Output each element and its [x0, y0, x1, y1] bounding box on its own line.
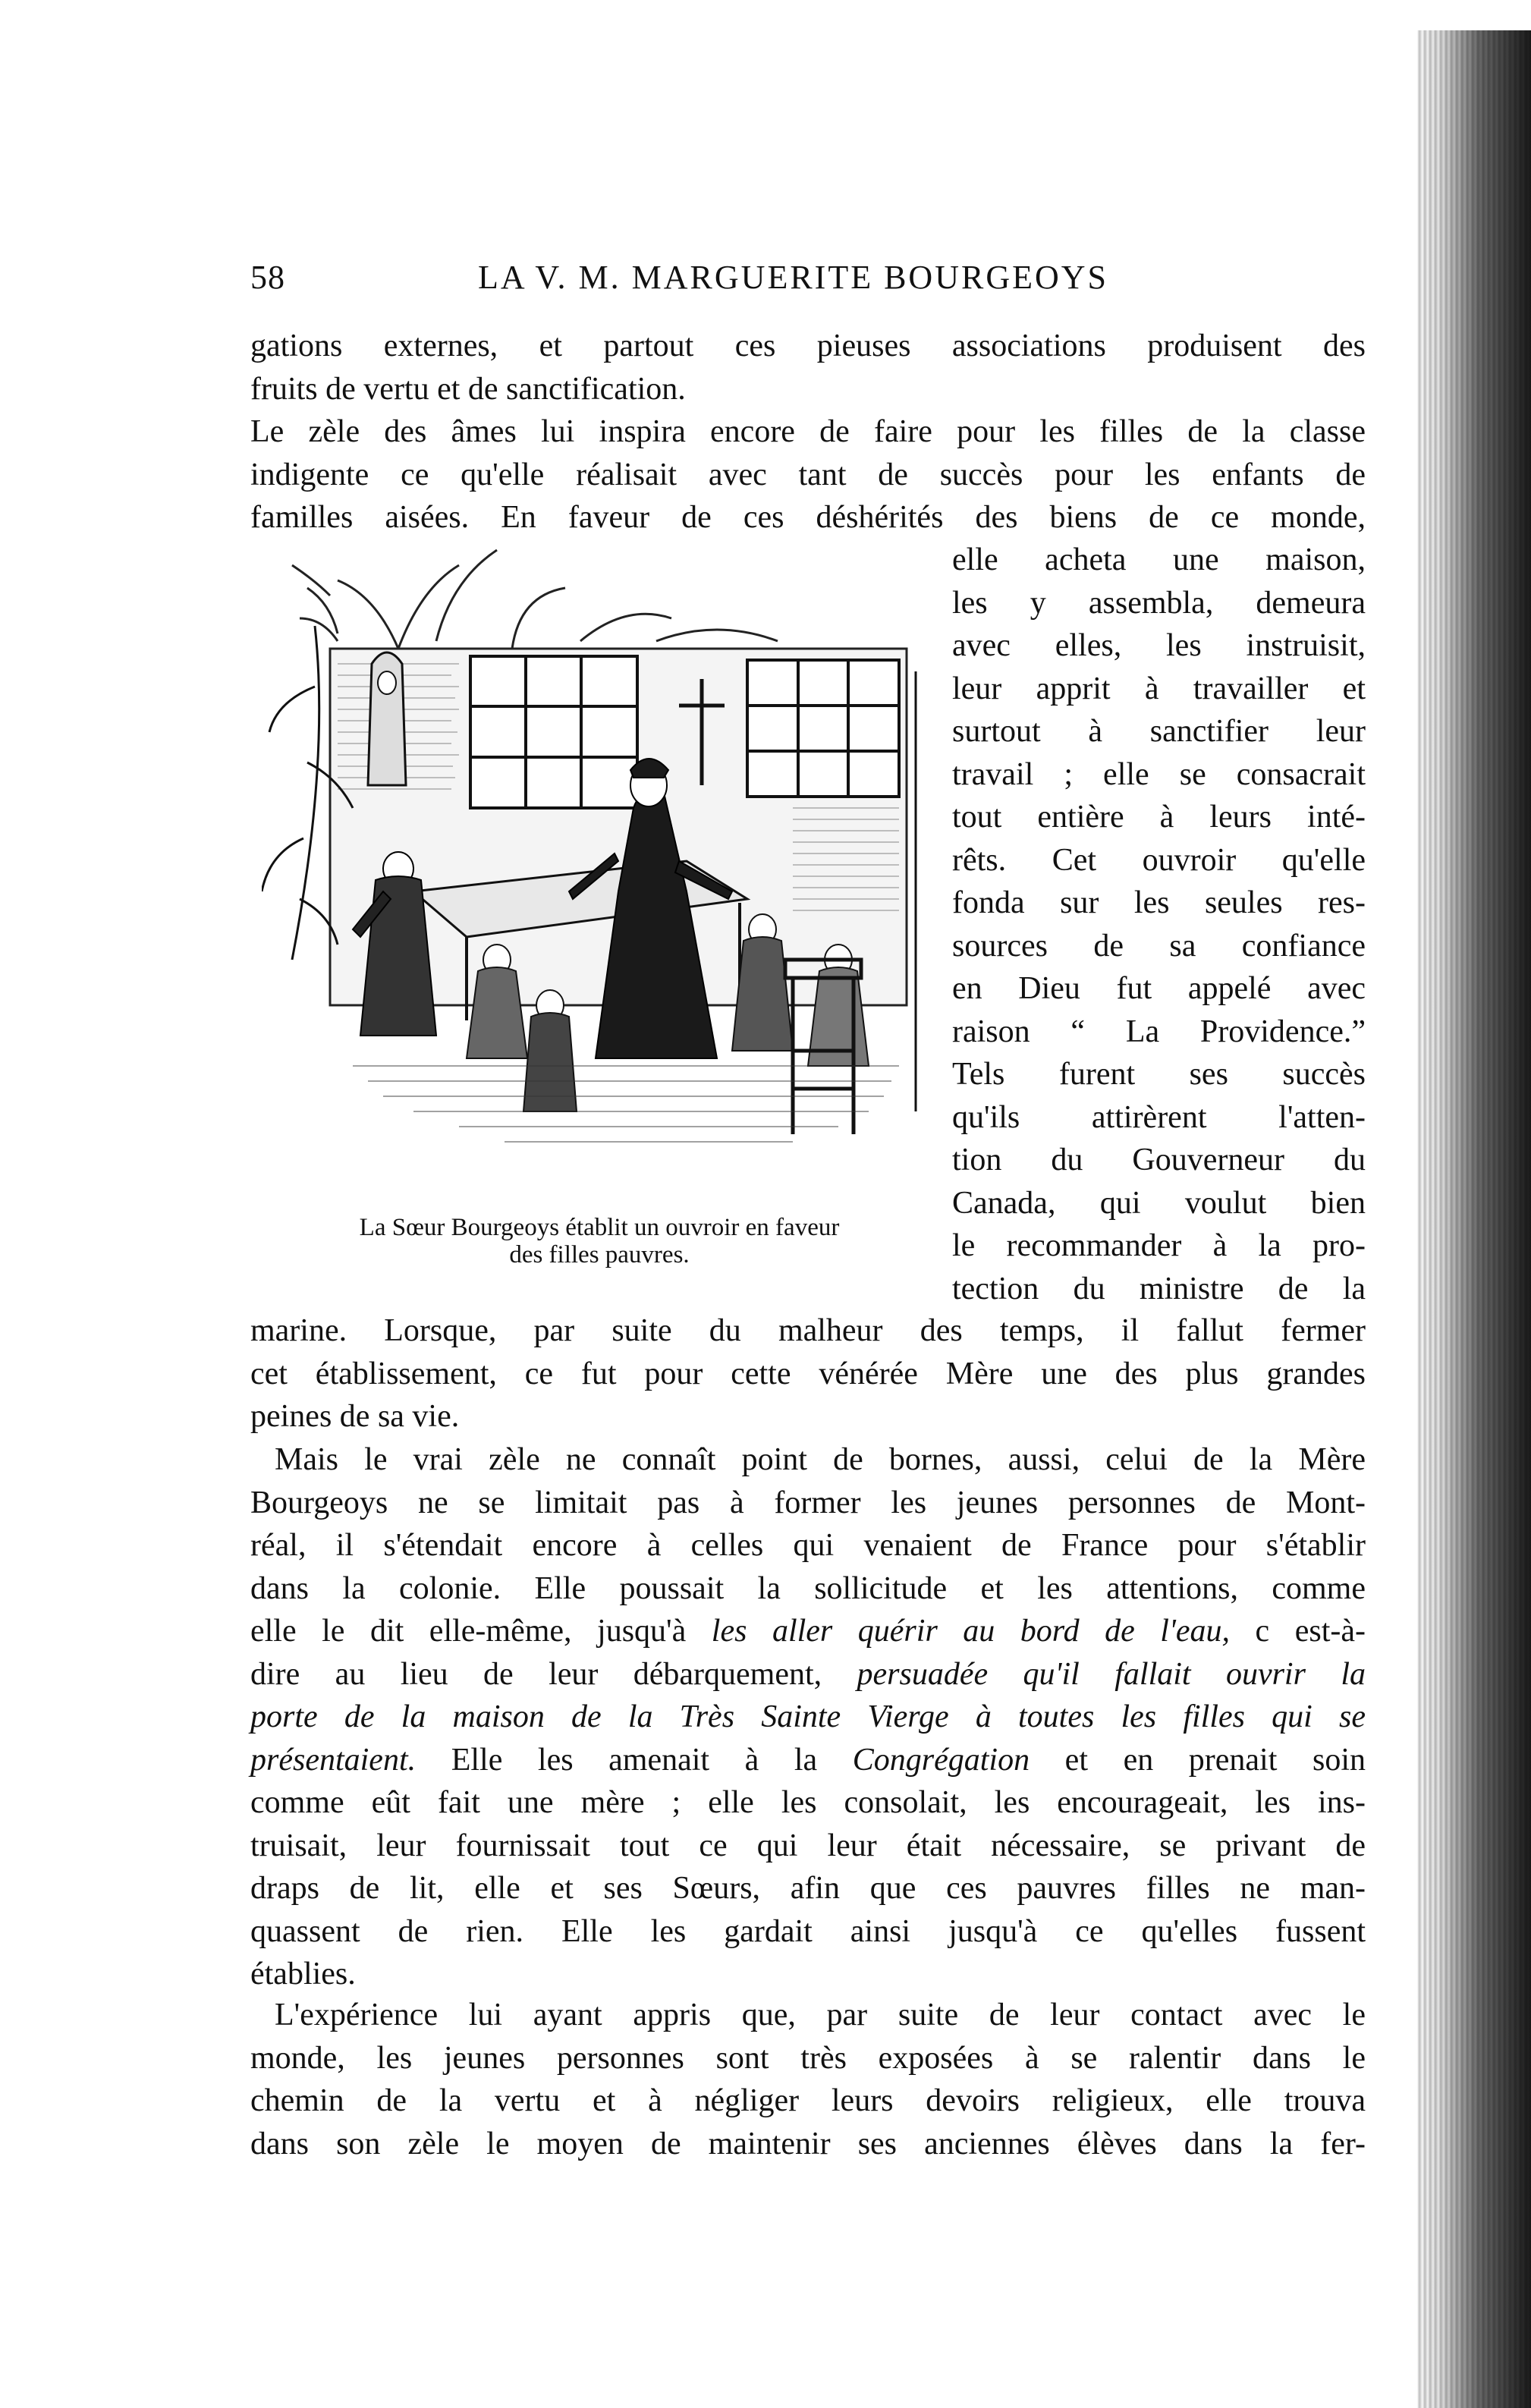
- text-line: draps de lit, elle et ses Sœurs, afin que ces pauvres filles ne man-: [250, 1871, 1366, 1906]
- text-line: familles aisées. En faveur de ces déshérités des biens de ce monde,: [250, 500, 1366, 535]
- scanned-page-edge: [1417, 30, 1531, 2408]
- text-run: elle le dit elle-même, jusqu'à: [250, 1614, 712, 1649]
- text-line: réal, il s'étendait encore à celles qui venaient de France pour s'établir: [250, 1528, 1366, 1563]
- text-line: peines de sa vie.: [250, 1399, 460, 1434]
- text-line: [250, 1739, 1366, 1782]
- text-line: avec elles, les instruisit,: [952, 628, 1366, 663]
- paragraph-three: [250, 1994, 1366, 2165]
- italic-run: porte de la maison de la Très Sainte Vierge à toutes les filles qui se: [250, 1699, 1366, 1734]
- text-line: marine. Lorsque, par suite du malheur des temps, il fallut fermer: [250, 1313, 1366, 1348]
- text-line: tout entière à leurs inté-: [952, 800, 1366, 835]
- text-line: leur apprit à travailler et: [952, 671, 1366, 706]
- paragraph-two: [250, 1438, 1366, 1996]
- page-number: 58: [250, 259, 285, 296]
- text-line: gations externes, et partout ces pieuses associations produisent des: [250, 329, 1366, 363]
- text-run: c est-à-: [1230, 1614, 1366, 1649]
- text-line: L'expérience lui ayant appris que, par suite de leur contact avec le: [275, 1998, 1366, 2032]
- illustration-caption: [262, 1214, 937, 1268]
- text-line: [250, 1610, 1366, 1653]
- text-run: dire au lieu de leur débarquement,: [250, 1656, 857, 1692]
- text-line: dans la colonie. Elle poussait la sollicitude et les attentions, comme: [250, 1570, 1366, 1606]
- text-run: et en prenait soin: [1030, 1742, 1366, 1778]
- italic-run: persuadée qu'il fallait ouvrir la: [857, 1656, 1366, 1692]
- text-run: Elle les amenait à la: [416, 1742, 853, 1778]
- text-line: tion du Gouverneur du: [952, 1143, 1366, 1177]
- text-line: les y assembla, demeura: [952, 585, 1366, 621]
- text-line: sources de sa confiance: [952, 928, 1366, 964]
- text-line: le recommander à la pro-: [952, 1228, 1366, 1263]
- text-line: travail ; elle se consacrait: [952, 756, 1366, 792]
- text-line: fruits de vertu et de sanctification.: [250, 371, 686, 407]
- text-line: monde, les jeunes personnes sont très exposées à se ralentir dans le: [250, 2040, 1366, 2076]
- opening-text: [250, 325, 1366, 539]
- caption-line: La Sœur Bourgeoys établit un ouvroir en faveur: [359, 1214, 840, 1241]
- italic-run: les aller quérir au bord de l'eau,: [711, 1614, 1231, 1649]
- italic-run: présentaient.: [250, 1742, 417, 1778]
- text-line: cet établissement, ce fut pour cette vénérée Mère une des plus grandes: [250, 1356, 1366, 1391]
- text-line: Mais le vrai zèle ne connaît point de bornes, aussi, celui de la Mère: [275, 1442, 1366, 1477]
- text-line: elle acheta une maison,: [952, 542, 1366, 577]
- text-line: Le zèle des âmes lui inspira encore de faire pour les filles de la classe: [250, 414, 1366, 449]
- text-line: qu'ils attirèrent l'atten-: [952, 1099, 1366, 1135]
- running-header: [250, 258, 1366, 311]
- italic-run: Congrégation: [852, 1742, 1030, 1778]
- text-line: chemin de la vertu et à négliger leurs devoirs religieux, elle trouva: [250, 2083, 1366, 2118]
- text-line: truisait, leur fournissait tout ce qui leur était nécessaire, se privant de: [250, 1828, 1366, 1863]
- text-line: tection du ministre de la: [952, 1271, 1366, 1306]
- text-line: Bourgeoys ne se limitait pas à former les jeunes personnes de Mont-: [250, 1485, 1366, 1520]
- text-line: dans son zèle le moyen de maintenir ses anciennes élèves dans la fer-: [250, 2126, 1366, 2161]
- caption-line: des filles pauvres.: [509, 1241, 690, 1268]
- running-title: LA V. M. MARGUERITE BOURGEOYS: [478, 259, 1109, 296]
- text-line: surtout à sanctifier leur: [952, 714, 1366, 749]
- text-line: en Dieu fut appelé avec: [952, 971, 1366, 1006]
- text-line: comme eût fait une mère ; elle les consolait, les encourageait, les ins-: [250, 1785, 1366, 1820]
- text-line: fonda sur les seules res-: [952, 885, 1366, 920]
- text-line: Canada, qui voulut bien: [952, 1185, 1366, 1221]
- text-line: établies.: [250, 1957, 356, 1991]
- engraving-illustration: [262, 535, 937, 1180]
- text-line: indigente ce qu'elle réalisait avec tant de succès pour les enfants de: [250, 457, 1366, 492]
- wrapped-text-column: [952, 539, 1366, 1310]
- text-line: [250, 1653, 1366, 1696]
- text-line: Tels furent ses succès: [952, 1057, 1366, 1092]
- text-line: [250, 1696, 1366, 1739]
- text-line: raison “ La Providence.”: [952, 1014, 1366, 1049]
- paragraph-continuation: [250, 1309, 1366, 1438]
- text-line: rêts. Cet ouvroir qu'elle: [952, 842, 1366, 878]
- text-line: quassent de rien. Elle les gardait ainsi jusqu'à ce qu'elles fussent: [250, 1913, 1366, 1949]
